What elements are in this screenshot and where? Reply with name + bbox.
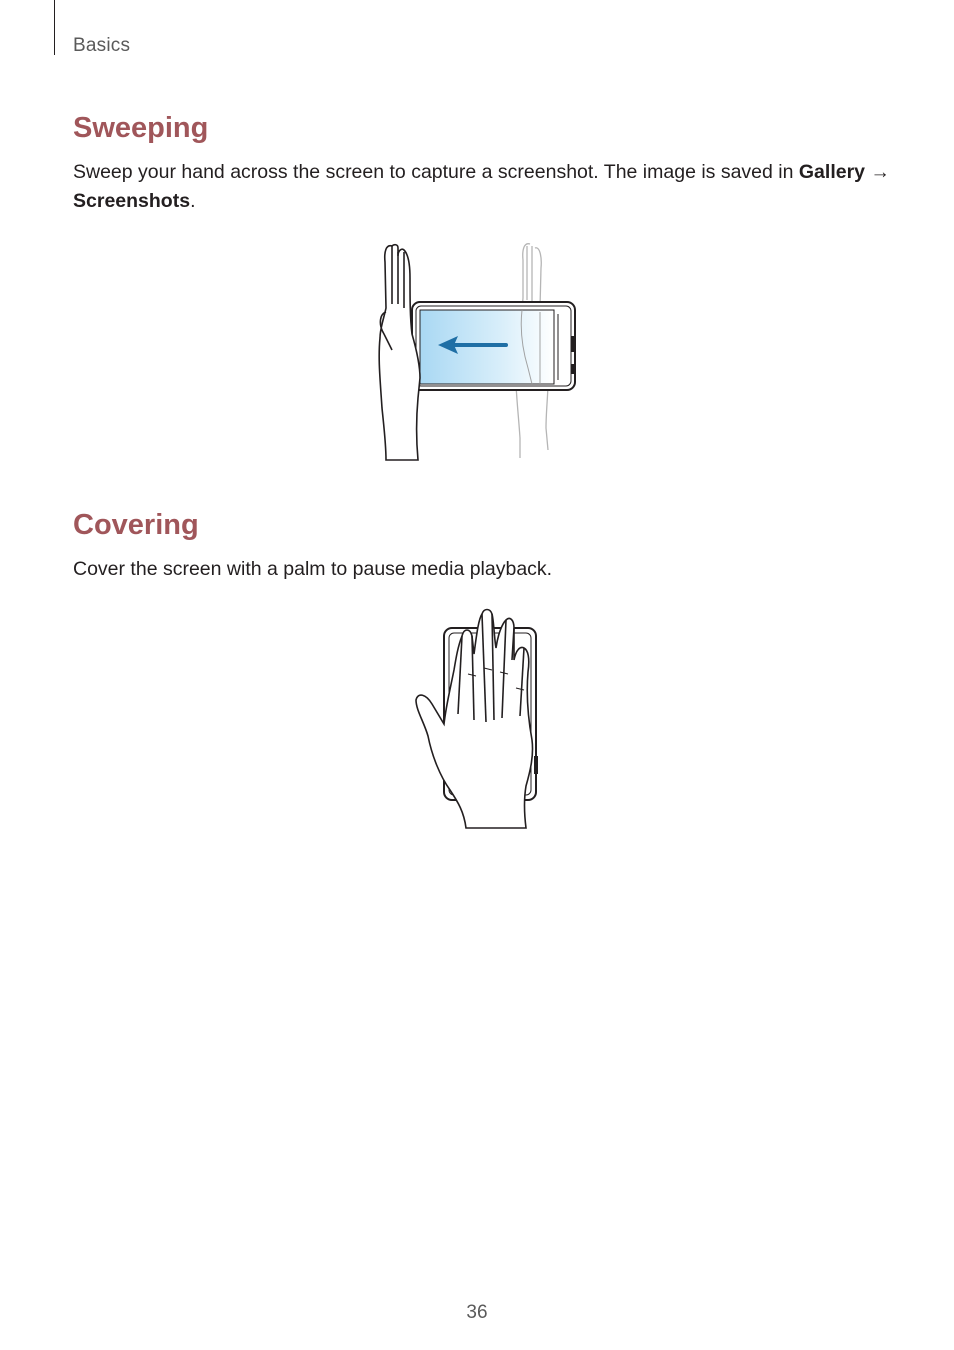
- palm-cover-illustration-icon: [410, 606, 544, 830]
- covering-description: Cover the screen with a palm to pause media playback.: [73, 558, 553, 580]
- margin-rule: [54, 0, 55, 55]
- arrow-separator: →: [865, 161, 890, 183]
- sweeping-text-after: .: [190, 190, 196, 212]
- running-head: Basics: [73, 35, 131, 56]
- hand-sweep-illustration-icon: [372, 238, 582, 462]
- page-number: 36: [466, 1302, 488, 1323]
- sweeping-description: [73, 158, 893, 216]
- section-title-sweeping: Sweeping: [73, 112, 209, 144]
- section-title-covering: Covering: [73, 509, 199, 541]
- hand-left-icon: [379, 245, 420, 460]
- sweeping-text-before: Sweep your hand across the screen to capture a screenshot. The image is saved in: [73, 161, 799, 183]
- screenshots-label: Screenshots: [73, 190, 191, 212]
- gallery-label: Gallery: [798, 161, 866, 183]
